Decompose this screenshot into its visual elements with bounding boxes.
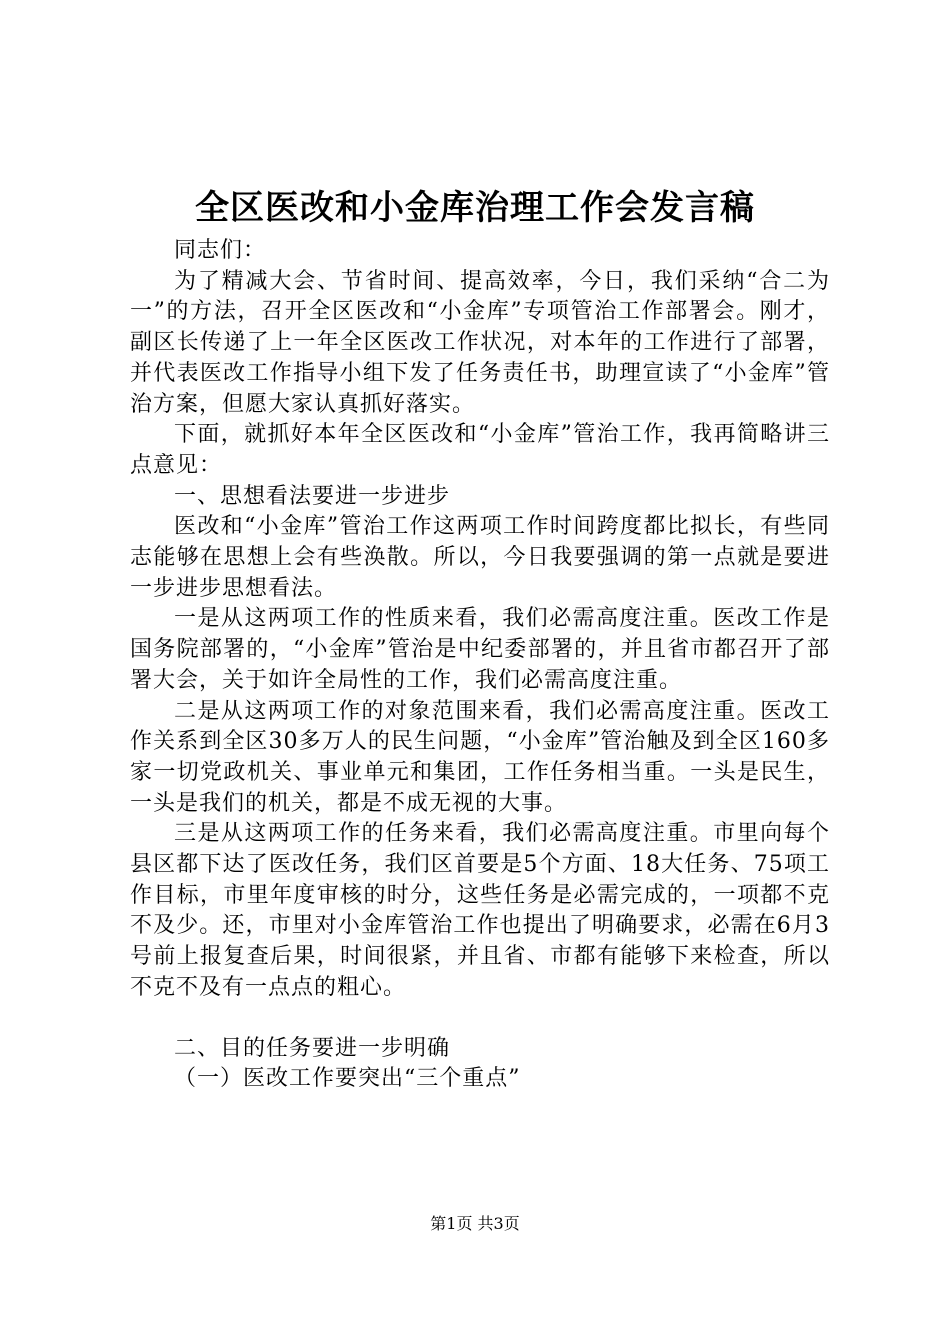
- section-heading-2: 二、目的任务要进一步明确: [174, 1035, 451, 1061]
- paragraph-body: 一是从这两项工作的性质来看，我们必需高度注重。医改工作是国务院部署的，“小金库”管治是中纪委部署的，并且省市都召开了部署大会，关于如许全局性的工作，我们必需高度注重。: [130, 606, 830, 693]
- section-heading-1: 一、思想看法要进一步进步: [174, 483, 451, 509]
- page-title: 全区医改和小金库治理工作会发言稿: [195, 188, 755, 228]
- paragraph-body: 医改和“小金库”管治工作这两项工作时间跨度都比拟长，有些同志能够在思想上会有些涣散。所以，今日我要强调的第一点就是要进一步进步思想看法。: [130, 514, 830, 601]
- subsection-heading: （一）医改工作要突出“三个重点”: [174, 1066, 521, 1092]
- paragraph-intro: 为了精减大会、节省时间、提高效率，今日，我们采纳“合二为一”的方法，召开全区医改和“小金库”专项管治工作部署会。刚才，副区长传递了上一年全区医改工作状况，对本年的工作进行了部署，并代表医改工作指导小组下发了任务责任书，助理宣读了“小金库”管治方案，但愿大家认真抓好落实。: [130, 268, 830, 417]
- paragraph-outline: 下面，就抓好本年全区医改和“小金库”管治工作，我再简略讲三点意见：: [130, 422, 830, 478]
- salutation: 同志们：: [174, 238, 267, 263]
- document-body: [130, 236, 830, 1095]
- paragraph-body: 三是从这两项工作的任务来看，我们必需高度注重。市里向每个县区都下达了医改任务，我们区首要是5个方面、18大任务、75项工作目标，市里年度审核的时分，这些任务是必需完成的，一项都不克不及少。还，市里对小金库管治工作也提出了明确要求，必需在6月3号前上报复查后果，时间很紧，并且省、市都有能够下来检查，所以不克不及有一点点的粗心。: [130, 821, 830, 1000]
- page-footer: 第1页 共3页: [430, 1214, 520, 1233]
- paragraph-body: 二是从这两项工作的对象范围来看，我们必需高度注重。医改工作关系到全区30多万人的民生问题，“小金库”管治触及到全区160多家一切党政机关、事业单元和集团，工作任务相当重。一头是民生，一头是我们的机关，都是不成无视的大事。: [130, 698, 830, 816]
